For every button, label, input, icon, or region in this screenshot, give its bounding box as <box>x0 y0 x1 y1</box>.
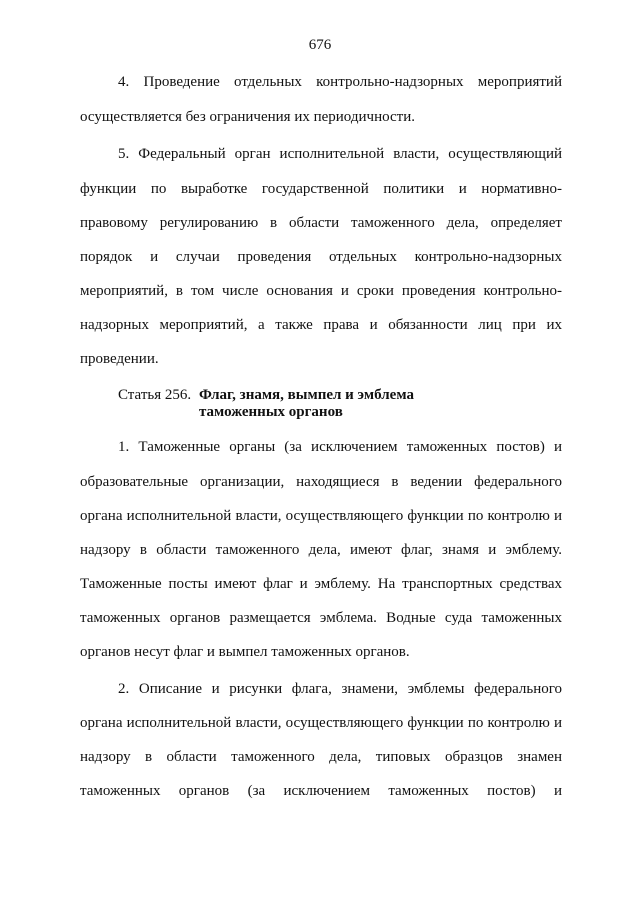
text-line: Таможенные посты имеют флаг и эмблему. На транспортных средствах <box>80 576 562 592</box>
text-line: функции по выработке государственной политики и нормативно- <box>80 181 562 197</box>
article-title-line: таможенных органов <box>199 404 343 420</box>
text-line: мероприятий, в том числе основания и сроки проведения контрольно- <box>80 283 562 299</box>
text-line: порядок и случаи проведения отдельных контрольно-надзорных <box>80 249 562 265</box>
text-line: правовому регулированию в области таможенного дела, определяет <box>80 215 562 231</box>
text-line: 2. Описание и рисунки флага, знамени, эмблемы федерального <box>118 681 562 697</box>
text-line: таможенных органов (за исключением таможенных постов) и <box>80 783 562 799</box>
article-number: Статья 256. <box>118 387 192 403</box>
page-number: 676 <box>308 37 332 53</box>
text-line: органа исполнительной власти, осуществляющего функции по контролю и <box>80 508 562 524</box>
text-line: органов несут флаг и вымпел таможенных органов. <box>80 644 410 660</box>
text-line: образовательные организации, находящиеся в ведении федерального <box>80 474 562 490</box>
article-title-line: Флаг, знамя, вымпел и эмблема <box>199 387 414 403</box>
text-line: надзору в области таможенного дела, типовых образцов знамен <box>80 749 562 765</box>
text-line: надзору в области таможенного дела, имеют флаг, знамя и эмблему. <box>80 542 562 558</box>
text-line: надзорных мероприятий, а также права и обязанности лиц при их <box>80 317 562 333</box>
text-line: осуществляется без ограничения их периодичности. <box>80 109 415 125</box>
text-line: 4. Проведение отдельных контрольно-надзорных мероприятий <box>118 74 562 90</box>
text-line: органа исполнительной власти, осуществляющего функции по контролю и <box>80 715 562 731</box>
text-line: 5. Федеральный орган исполнительной власти, осуществляющий <box>118 146 562 162</box>
text-line: таможенных органов размещается эмблема. Водные суда таможенных <box>80 610 562 626</box>
text-line: 1. Таможенные органы (за исключением таможенных постов) и <box>118 439 562 455</box>
text-line: проведении. <box>80 351 159 367</box>
